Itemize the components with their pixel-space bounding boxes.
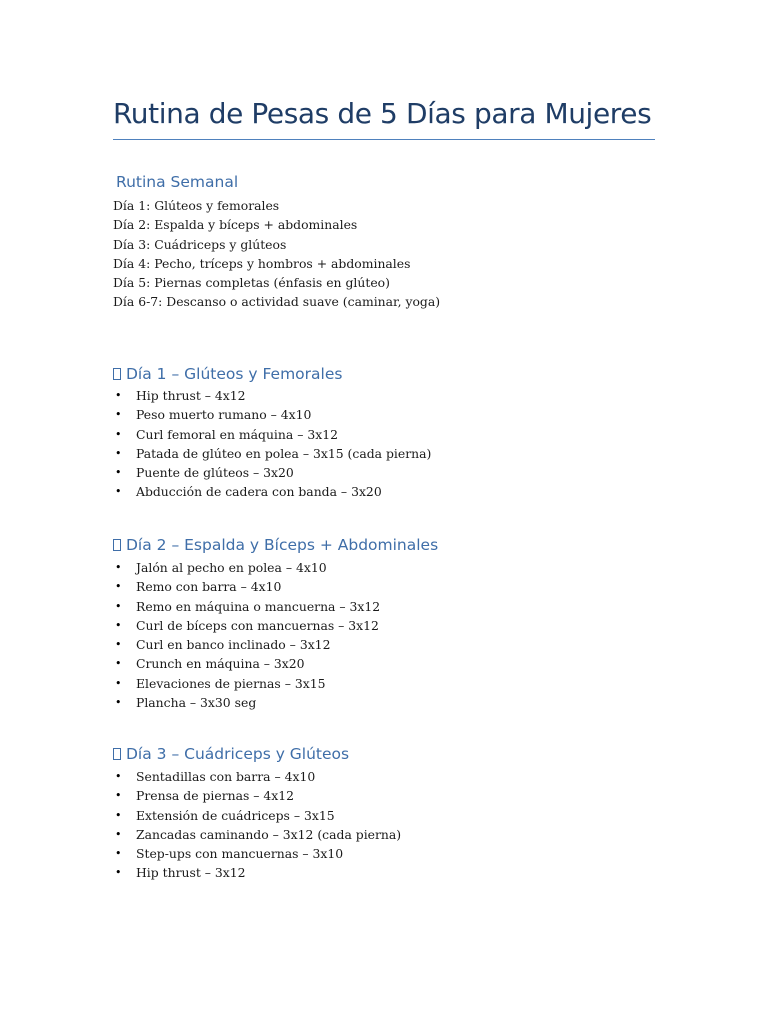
weekly-routine-line: Día 3: Cuádriceps y glúteos xyxy=(113,236,287,252)
exercise-text: Extensión de cuádriceps – 3x15 xyxy=(136,807,335,823)
exercise-text: Remo con barra – 4x10 xyxy=(136,579,282,595)
missing-glyph-icon xyxy=(113,539,121,551)
exercise-text: Curl de bíceps con mancuernas – 3x12 xyxy=(136,617,379,633)
bullet-icon: • xyxy=(115,446,122,460)
list-item xyxy=(113,425,431,444)
list-item xyxy=(113,693,380,712)
list-item xyxy=(113,463,431,482)
list-item xyxy=(113,786,401,805)
list-item xyxy=(113,635,380,654)
weekly-routine-heading: Rutina Semanal xyxy=(116,173,239,191)
list-item xyxy=(113,558,380,577)
bullet-icon: • xyxy=(115,580,122,594)
exercise-text: Hip thrust – 3x12 xyxy=(136,865,246,881)
day-2-exercise-list xyxy=(113,558,380,712)
list-item xyxy=(113,825,401,844)
exercise-text: Hip thrust – 4x12 xyxy=(136,388,246,403)
exercise-text: Patada de glúteo en polea – 3x15 (cada pierna) xyxy=(136,445,432,461)
bullet-icon: • xyxy=(115,408,122,422)
list-item xyxy=(113,674,380,693)
day-2-heading-text: Día 2 – Espalda y Bíceps + Abdominales xyxy=(126,536,439,554)
exercise-text: Plancha – 3x30 seg xyxy=(136,695,257,711)
weekly-routine-line: Día 1: Glúteos y femorales xyxy=(113,198,280,213)
weekly-routine-line: Día 4: Pecho, tríceps y hombros + abdominales xyxy=(113,255,411,271)
exercise-text: Puente de glúteos – 3x20 xyxy=(136,465,294,481)
list-item xyxy=(113,806,401,825)
list-item xyxy=(113,386,431,405)
list-item xyxy=(113,767,401,786)
list-item xyxy=(113,577,380,596)
bullet-icon: • xyxy=(115,808,122,822)
weekly-routine-line: Día 5: Piernas completas (énfasis en glúteo) xyxy=(113,275,390,291)
exercise-text: Elevaciones de piernas – 3x15 xyxy=(136,675,326,691)
list-item xyxy=(113,616,380,635)
list-item xyxy=(113,482,431,501)
missing-glyph-icon xyxy=(113,748,121,760)
bullet-icon: • xyxy=(115,789,122,803)
bullet-icon: • xyxy=(115,638,122,652)
exercise-text: Crunch en máquina – 3x20 xyxy=(136,656,305,672)
exercise-text: Peso muerto rumano – 4x10 xyxy=(136,407,312,423)
bullet-icon: • xyxy=(115,827,122,841)
title-underline-rule xyxy=(113,139,655,140)
bullet-icon: • xyxy=(115,561,122,574)
bullet-icon: • xyxy=(115,389,122,402)
day-1-exercise-list xyxy=(113,386,431,502)
missing-glyph-icon xyxy=(113,368,121,380)
bullet-icon: • xyxy=(115,618,122,632)
day-1-heading xyxy=(113,363,342,385)
day-3-heading-text: Día 3 – Cuádriceps y Glúteos xyxy=(126,745,350,763)
bullet-icon: • xyxy=(115,770,122,783)
bullet-icon: • xyxy=(115,427,122,441)
bullet-icon: • xyxy=(115,485,122,499)
list-item xyxy=(113,654,380,673)
list-item xyxy=(113,405,431,424)
exercise-text: Curl femoral en máquina – 3x12 xyxy=(136,426,338,442)
weekly-routine-line: Día 2: Espalda y bíceps + abdominales xyxy=(113,217,358,233)
weekly-routine-line: Día 6-7: Descanso o actividad suave (caminar, yoga) xyxy=(113,294,441,310)
bullet-icon: • xyxy=(115,847,122,861)
exercise-text: Curl en banco inclinado – 3x12 xyxy=(136,637,331,653)
exercise-text: Remo en máquina o mancuerna – 3x12 xyxy=(136,598,381,614)
list-item xyxy=(113,844,401,863)
exercise-text: Abducción de cadera con banda – 3x20 xyxy=(136,484,382,500)
exercise-text: Step-ups con mancuernas – 3x10 xyxy=(136,846,344,862)
list-item xyxy=(113,597,380,616)
exercise-text: Sentadillas con barra – 4x10 xyxy=(136,769,316,784)
day-1-heading-text: Día 1 – Glúteos y Femorales xyxy=(126,365,343,383)
bullet-icon: • xyxy=(115,599,122,613)
document-title: Rutina de Pesas de 5 Días para Mujeres xyxy=(113,97,652,130)
day-2-heading xyxy=(113,534,438,556)
day-3-exercise-list xyxy=(113,767,401,883)
list-item xyxy=(113,444,431,463)
bullet-icon: • xyxy=(115,696,122,710)
bullet-icon: • xyxy=(115,466,122,480)
bullet-icon: • xyxy=(115,676,122,690)
day-3-heading xyxy=(113,743,349,765)
exercise-text: Zancadas caminando – 3x12 (cada pierna) xyxy=(136,826,402,842)
list-item xyxy=(113,863,401,882)
exercise-text: Prensa de piernas – 4x12 xyxy=(136,788,295,804)
bullet-icon: • xyxy=(115,657,122,671)
bullet-icon: • xyxy=(115,866,122,880)
weekly-routine-list xyxy=(113,196,440,312)
exercise-text: Jalón al pecho en polea – 4x10 xyxy=(136,560,327,575)
